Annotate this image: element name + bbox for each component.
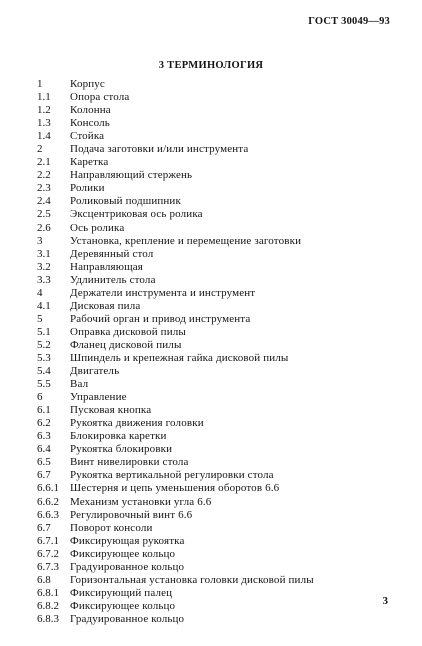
term-row [37,352,407,365]
term-number: 6.3 [37,430,51,443]
term-text: Механизм установки угла 6.6 [70,495,212,508]
term-number: 6.6.2 [37,495,59,508]
term-number: 6.7.3 [37,560,59,573]
term-row [37,117,407,130]
term-text: Рабочий орган и привод инструмента [70,312,251,325]
term-number: 6.7 [37,469,51,482]
term-number: 2.5 [37,208,51,221]
term-row [37,326,407,339]
term-number: 6.5 [37,456,51,469]
term-text: Опора стола [70,91,130,104]
page-header-standard: ГОСТ 30049—93 [308,16,390,27]
term-text: Роликовый подшипник [70,195,181,208]
term-row [37,430,407,443]
term-row [37,574,407,587]
term-text: Управление [70,391,127,404]
term-number: 6.8.2 [37,599,59,612]
term-text: Подача заготовки и/или инструмента [70,143,249,156]
term-text: Консоль [70,117,110,130]
term-text: Фланец дисковой пилы [70,338,182,351]
term-row [37,378,407,391]
term-number: 1.2 [37,104,51,117]
term-row [37,443,407,456]
term-number: 6.7.2 [37,547,59,560]
term-row [37,130,407,143]
term-text: Градуированное кольцо [70,612,185,625]
term-number: 6.8.1 [37,586,59,599]
term-text: Градуированное кольцо [70,560,185,573]
term-number: 3.3 [37,273,51,286]
term-row [37,78,407,91]
term-number: 2 [37,143,43,156]
term-row [37,339,407,352]
term-number: 6.4 [37,443,51,456]
term-text: Корпус [70,78,105,90]
term-text: Рукоятка движения головки [70,417,204,430]
term-number: 1.4 [37,130,51,143]
term-number: 1.3 [37,117,51,130]
term-text: Эксцентриковая ось ролика [70,208,203,221]
term-text: Направляющий стержень [70,169,193,182]
term-row [37,208,407,221]
page-number: 3 [382,595,388,607]
term-number: 6.7.1 [37,534,59,547]
term-text: Поворот консоли [70,521,153,534]
term-row [37,587,407,600]
term-text: Рукоятка блокировки [70,443,173,456]
term-text: Пусковая кнопка [70,404,152,417]
term-number: 4 [37,286,43,299]
term-row [37,509,407,522]
term-row [37,522,407,535]
term-text: Фиксирующее кольцо [70,599,176,612]
section-title: 3 ТЕРМИНОЛОГИЯ [158,60,264,71]
term-row [37,548,407,561]
term-row [37,182,407,195]
term-number: 2.4 [37,195,51,208]
term-row [37,600,407,613]
term-text: Удлинитель стола [70,273,156,286]
term-row [37,222,407,235]
term-row [37,365,407,378]
term-row [37,261,407,274]
term-row [37,456,407,469]
term-number: 1 [37,78,43,90]
term-number: 5.3 [37,351,51,364]
term-row [37,300,407,313]
term-number: 3.1 [37,247,51,260]
term-row [37,561,407,574]
term-number: 5.5 [37,378,51,391]
term-row [37,391,407,404]
term-text: Оправка дисковой пилы [70,325,186,338]
term-number: 2.6 [37,221,51,234]
term-text: Горизонтальная установка головки дисковой пилы [70,573,314,586]
term-text: Фиксирующее кольцо [70,547,176,560]
term-row [37,156,407,169]
term-row [37,287,407,300]
term-text: Фиксирующая рукоятка [70,534,185,547]
term-row [37,104,407,117]
term-text: Деревянный стол [70,247,154,260]
term-number: 5 [37,312,43,325]
term-number: 2.2 [37,169,51,182]
term-text: Фиксирующий палец [70,586,173,599]
term-number: 3.2 [37,260,51,273]
term-number: 6.6.1 [37,482,59,495]
term-number: 6.8 [37,573,51,586]
term-number: 6.2 [37,417,51,430]
term-number: 6.1 [37,404,51,417]
term-row [37,313,407,326]
term-row [37,535,407,548]
term-number: 2.3 [37,182,51,195]
term-text: Ролики [70,182,105,195]
term-row [37,235,407,248]
term-text: Вал [70,378,89,391]
term-number: 5.2 [37,338,51,351]
term-row [37,417,407,430]
term-row [37,613,407,626]
term-number: 3 [37,234,43,247]
term-text: Держатели инструмента и инструмент [70,286,256,299]
term-text: Дисковая пила [70,299,141,312]
term-number: 6 [37,391,43,404]
term-row [37,143,407,156]
term-number: 6.6.3 [37,508,59,521]
term-number: 4.1 [37,299,51,312]
term-text: Ось ролика [70,221,125,234]
term-text: Двигатель [70,365,120,378]
term-row [37,496,407,509]
term-row [37,404,407,417]
term-row [37,91,407,104]
term-text: Рукоятка вертикальной регулировки стола [70,469,274,482]
terminology-list [37,78,407,626]
term-text: Колонна [70,104,111,117]
term-number: 6.8.3 [37,612,59,625]
term-row [37,274,407,287]
term-text: Направляющая [70,260,143,273]
term-text: Регулировочный винт 6.6 [70,508,193,521]
term-row [37,248,407,261]
term-row [37,169,407,182]
term-row [37,469,407,482]
term-text: Шестерня и цепь уменьшения оборотов 6.6 [70,482,280,495]
term-row [37,195,407,208]
term-number: 6.7 [37,521,51,534]
term-number: 5.4 [37,365,51,378]
term-row [37,482,407,495]
term-text: Установка, крепление и перемещение заготовки [70,234,302,247]
term-text: Каретка [70,156,109,169]
term-number: 5.1 [37,325,51,338]
term-text: Стойка [70,130,105,143]
term-text: Винт нивелировки стола [70,456,189,469]
term-number: 1.1 [37,91,51,104]
term-text: Шпиндель и крепежная гайка дисковой пилы [70,351,289,364]
term-number: 2.1 [37,156,51,169]
term-text: Блокировка каретки [70,430,167,443]
